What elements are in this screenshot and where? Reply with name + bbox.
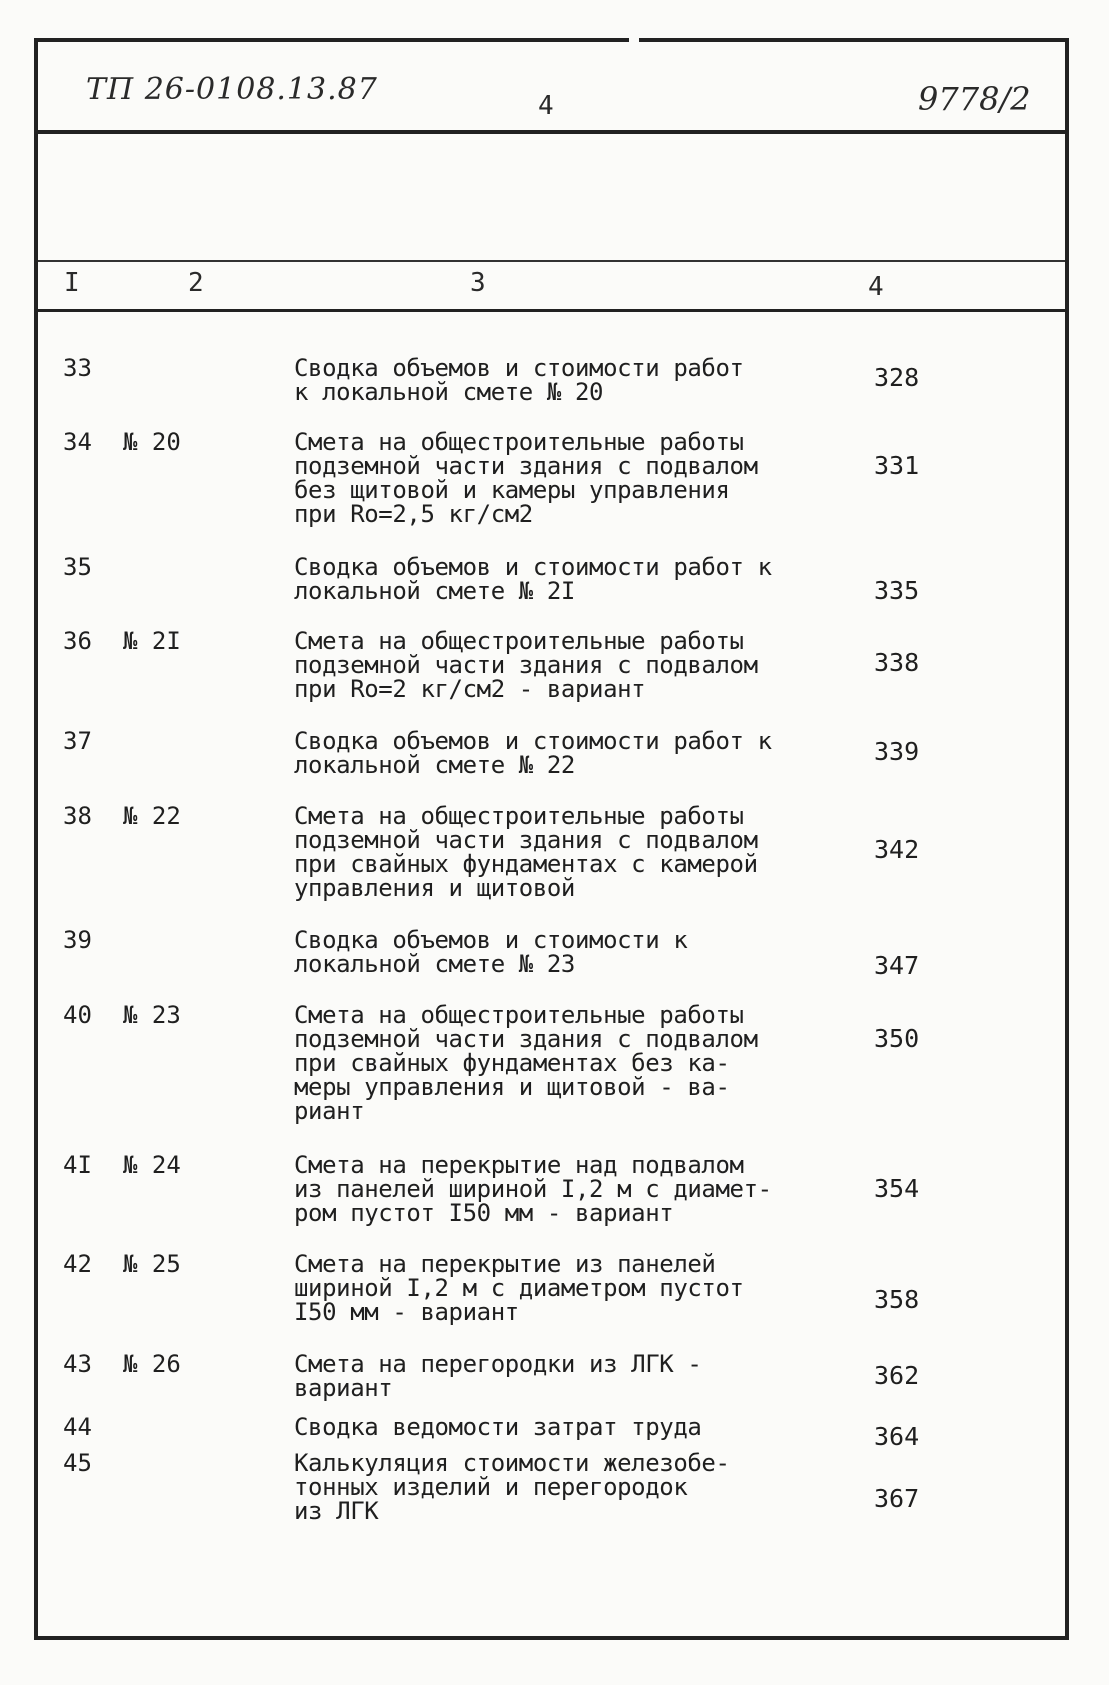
row-number: 45 [63, 1449, 92, 1477]
row-page: 364 [874, 1422, 920, 1451]
row-ref: № 24 [123, 1151, 181, 1179]
row-title: Смета на общестроительные работы подземной части здания с подвалом при свайных фундаментах с камерой управления и щитовой [294, 802, 758, 902]
row-ref: № 22 [123, 802, 181, 830]
row-number: 42 [63, 1250, 92, 1278]
header-rule [38, 130, 1065, 134]
row-page: 362 [874, 1361, 920, 1390]
row-page: 338 [874, 648, 920, 677]
column-header-1: I [64, 268, 80, 298]
row-number: 33 [63, 354, 92, 382]
row-title: Сводка объемов и стоимости работ к локальной смете № 20 [294, 354, 744, 406]
column-header-bottom-rule [38, 309, 1065, 312]
row-title: Смета на перегородки из ЛГК - вариант [294, 1350, 702, 1402]
row-page: 347 [874, 951, 920, 980]
row-page: 367 [874, 1484, 920, 1513]
row-ref: № 20 [123, 428, 181, 456]
column-header-2: 2 [188, 268, 204, 298]
row-page: 354 [874, 1174, 920, 1203]
row-title: Сводка объемов и стоимости работ к локальной смете № 2I [294, 553, 772, 605]
row-ref: № 23 [123, 1001, 181, 1029]
row-ref: № 26 [123, 1350, 181, 1378]
row-ref: № 25 [123, 1250, 181, 1278]
row-number: 36 [63, 627, 92, 655]
row-page: 339 [874, 737, 920, 766]
border-gap [629, 36, 639, 44]
row-title: Сводка объемов и стоимости к локальной смете № 23 [294, 926, 688, 978]
row-page: 335 [874, 576, 920, 605]
document-sheet [34, 38, 1069, 1640]
row-title: Смета на перекрытие над подвалом из панелей шириной I,2 м с диамет- ром пустот I50 мм - вариант [294, 1151, 772, 1227]
row-number: 34 [63, 428, 92, 456]
row-number: 38 [63, 802, 92, 830]
row-title: Смета на общестроительные работы подземной части здания с подвалом при свайных фундаментах без ка- меры управления и щитовой - ва- риант [294, 1001, 758, 1125]
row-title: Сводка объемов и стоимости работ к локальной смете № 22 [294, 727, 772, 779]
row-number: 35 [63, 553, 92, 581]
row-number: 43 [63, 1350, 92, 1378]
row-title: Смета на общестроительные работы подземной части здания с подвалом без щитовой и камеры управления при Ro=2,5 кг/см2 [294, 428, 758, 528]
row-page: 358 [874, 1285, 920, 1314]
row-page: 331 [874, 451, 920, 480]
column-header-top-rule [38, 260, 1065, 262]
sheet-number: 9778/2 [918, 80, 1031, 118]
page-number: 4 [538, 91, 554, 121]
row-page: 350 [874, 1024, 920, 1053]
column-header-4: 4 [868, 272, 884, 302]
row-number: 4I [63, 1151, 92, 1179]
column-header-3: 3 [470, 268, 486, 298]
row-number: 39 [63, 926, 92, 954]
row-number: 37 [63, 727, 92, 755]
row-number: 40 [63, 1001, 92, 1029]
row-title: Смета на общестроительные работы подземной части здания с подвалом при Ro=2 кг/см2 - вариант [294, 627, 758, 703]
row-ref: № 2I [123, 627, 181, 655]
row-number: 44 [63, 1413, 92, 1441]
row-page: 342 [874, 835, 920, 864]
document-code: ТП 26-0108.13.87 [86, 72, 378, 107]
row-title: Смета на перекрытие из панелей шириной I,2 м с диаметром пустот I50 мм - вариант [294, 1250, 744, 1326]
row-title: Калькуляция стоимости железобе- тонных изделий и перегородок из ЛГК [294, 1449, 730, 1525]
row-title: Сводка ведомости затрат труда [294, 1413, 702, 1441]
row-page: 328 [874, 363, 920, 392]
